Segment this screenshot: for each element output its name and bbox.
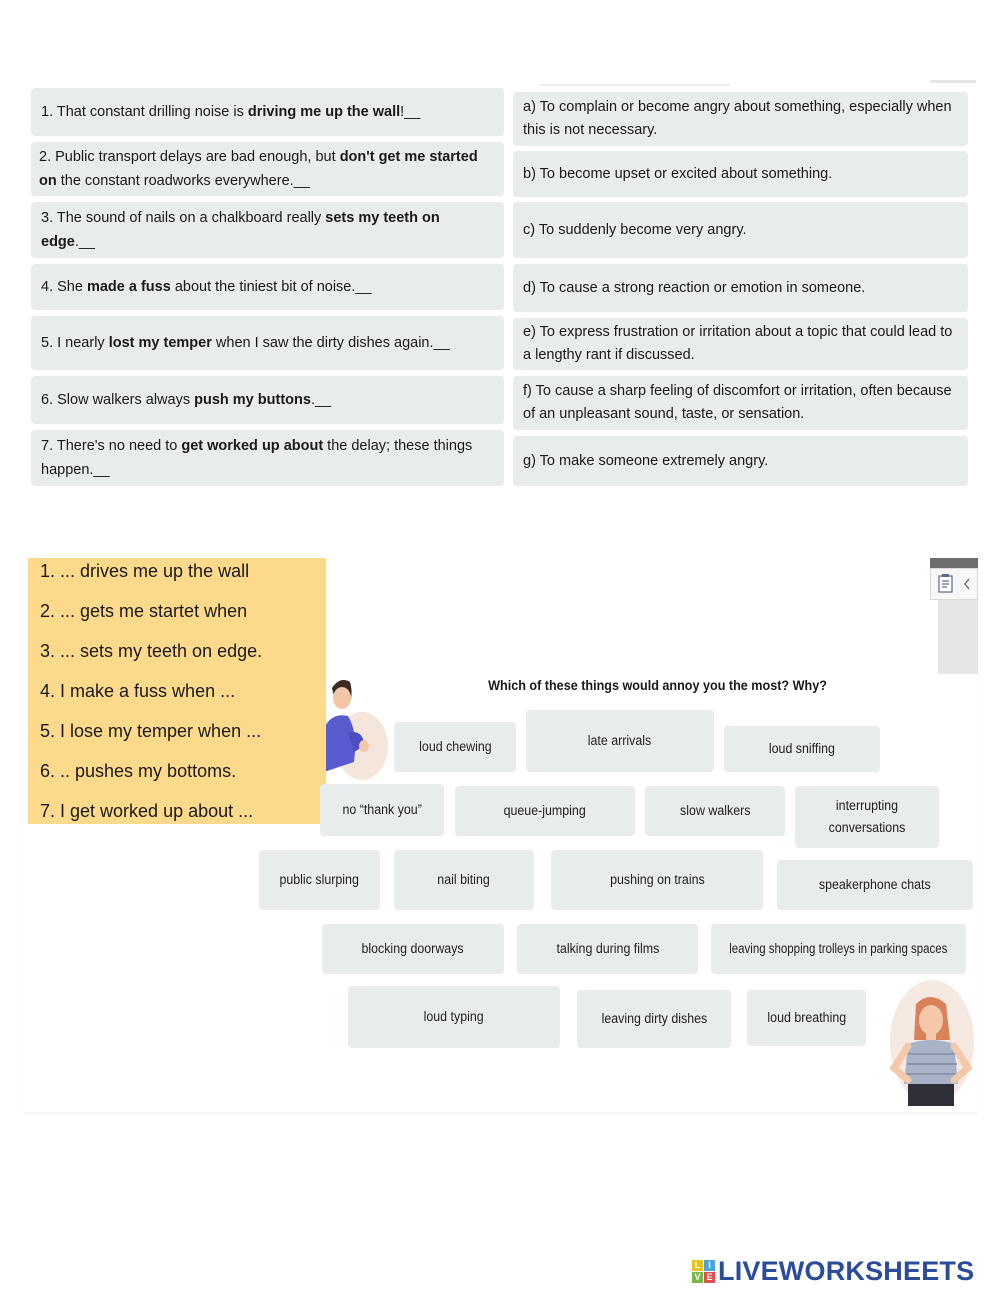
toolbar-scroll-area [938, 600, 978, 674]
tag-speakerphone-chats: speakerphone chats [777, 860, 973, 910]
tag-loud-typing: loud typing [348, 986, 560, 1048]
sentence-1: 1. That constant drilling noise is driving me up the wall!__ [31, 88, 504, 136]
tag-leaving-shopping-trolleys: leaving shopping trolleys in parking spaces [711, 924, 966, 974]
sentence-4: 4. She made a fuss about the tiniest bit of noise.__ [31, 264, 504, 310]
tag-loud-breathing: loud breathing [747, 990, 866, 1046]
tag-leaving-dirty-dishes: leaving dirty dishes [577, 990, 731, 1048]
sentence-3: 3. The sound of nails on a chalkboard really sets my teeth on edge.__ [31, 202, 504, 258]
brand-mark-icon: L I V E [692, 1260, 715, 1283]
top-divider [540, 84, 730, 86]
starter-5: 5. I lose my temper when ... [40, 721, 262, 741]
tag-blocking-doorways: blocking doorways [322, 924, 504, 974]
starter-1: 1. ... drives me up the wall [40, 561, 250, 581]
definition-b: b) To become upset or excited about something. [513, 151, 968, 197]
toolbar-panel[interactable] [930, 568, 978, 600]
definition-e: e) To express frustration or irritation about a topic that could lead to a lengthy rant if discussed. [513, 318, 968, 370]
tag-no-thank-you: no “thank you” [320, 784, 444, 836]
tag-interrupting-conversations: interrupting conversations [795, 786, 939, 848]
sentence-2: 2. Public transport delays are bad enough, but don't get me started on the constant roadworks everywhere.__ [31, 142, 504, 196]
discussion-question: Which of these things would annoy you the most? Why? [488, 677, 827, 693]
definition-f: f) To cause a sharp feeling of discomfort or irritation, often because of an unpleasant sound, taste, or sensation. [513, 376, 968, 430]
definition-g: g) To make someone extremely angry. [513, 436, 968, 486]
brand-logo [692, 1256, 974, 1286]
thinking-man-illustration [318, 672, 390, 784]
sentence-starters-panel [28, 558, 326, 824]
tag-slow-walkers: slow walkers [645, 786, 785, 836]
tag-nail-biting: nail biting [394, 850, 534, 910]
tag-loud-sniffing: loud sniffing [724, 726, 880, 772]
tag-loud-chewing: loud chewing [394, 722, 516, 772]
starter-6: 6. .. pushes my bottoms. [40, 761, 237, 781]
tag-pushing-on-trains: pushing on trains [551, 850, 763, 910]
top-divider-right [930, 80, 976, 83]
definition-a: a) To complain or become angry about something, especially when this is not necessary. [513, 92, 968, 146]
toolbar-top-strip [930, 558, 978, 568]
definition-c: c) To suddenly become very angry. [513, 202, 968, 258]
starter-2: 2. ... gets me startet when [40, 601, 248, 621]
clipboard-icon[interactable] [931, 569, 977, 599]
tag-queue-jumping: queue-jumping [455, 786, 635, 836]
tag-public-slurping: public slurping [259, 850, 380, 910]
starter-7: 7. I get worked up about ... [40, 801, 254, 821]
tag-talking-during-films: talking during films [517, 924, 698, 974]
sentence-7: 7. There's no need to get worked up about the delay; these things happen.__ [31, 430, 504, 486]
brand-name[interactable]: LIVEWORKSHEETS [718, 1255, 975, 1286]
starter-4: 4. I make a fuss when ... [40, 681, 236, 701]
sentence-5: 5. I nearly lost my temper when I saw the dirty dishes again.__ [31, 316, 504, 370]
starter-3: 3. ... sets my teeth on edge. [40, 641, 263, 661]
definition-d: d) To cause a strong reaction or emotion in someone. [513, 264, 968, 312]
tag-late-arrivals: late arrivals [526, 710, 714, 772]
sentence-6: 6. Slow walkers always push my buttons.__ [31, 376, 504, 424]
annoyed-woman-illustration [880, 980, 978, 1110]
